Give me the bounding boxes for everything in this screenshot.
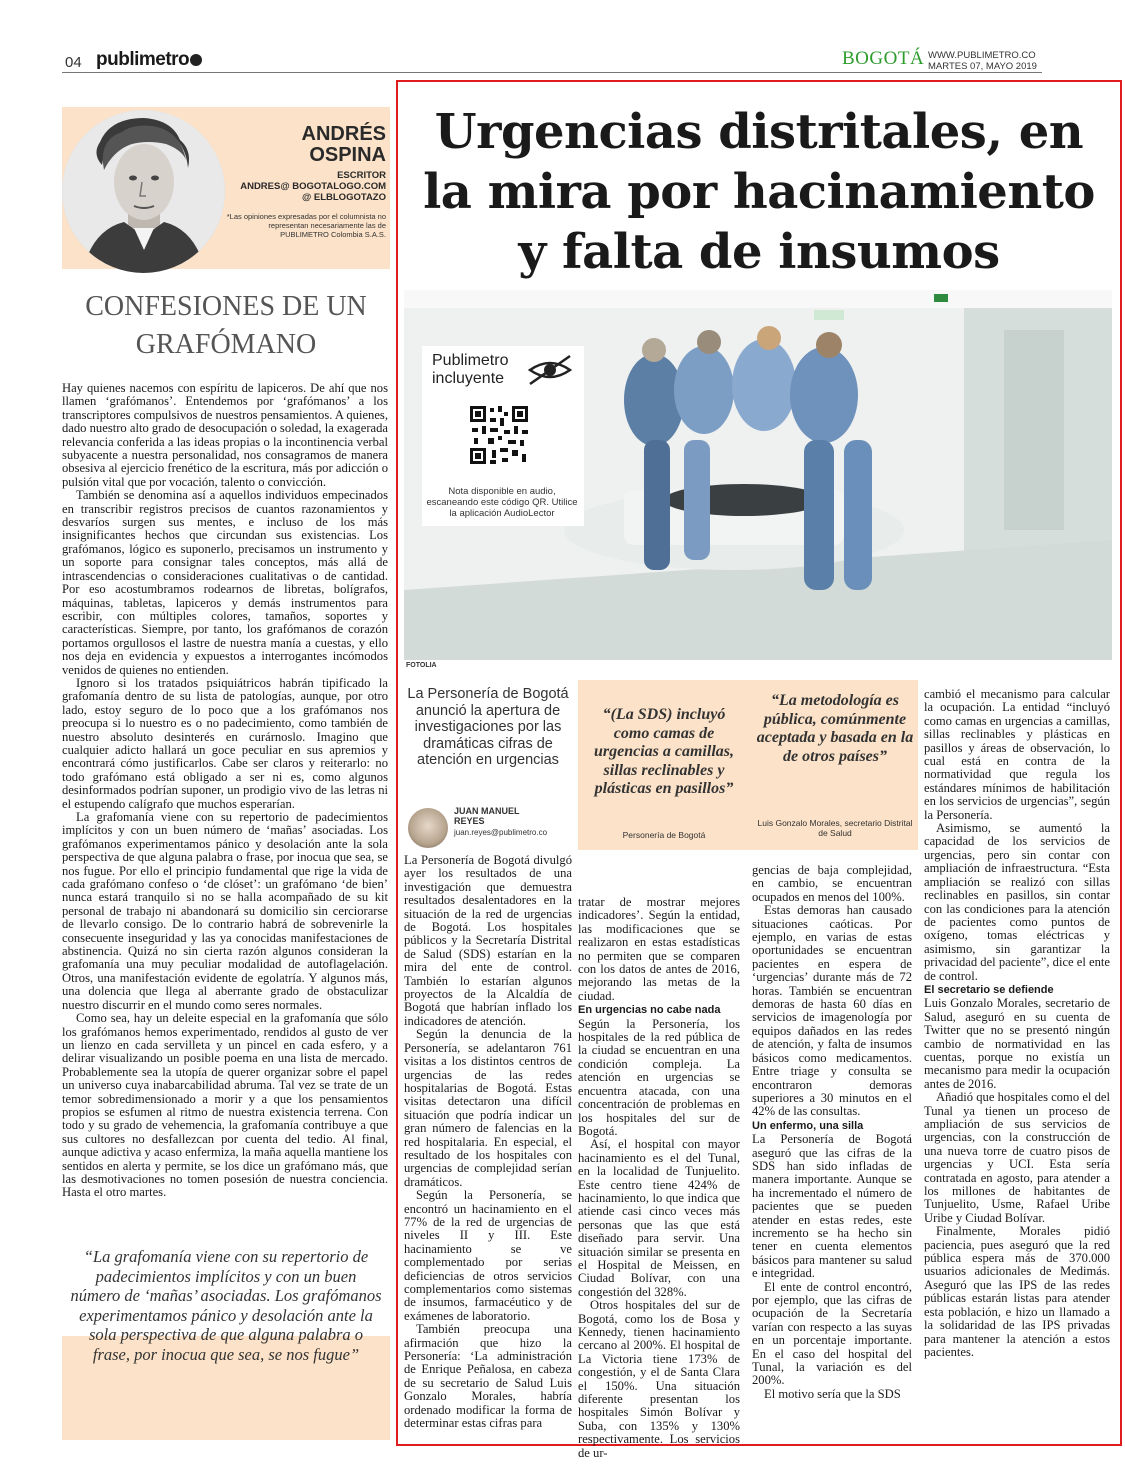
columnist-first-name: ANDRÉS (301, 123, 386, 145)
logo-text: publimetro (96, 49, 190, 70)
column-paragraph: Hay quienes nacemos con espíritu de lapiceros. De ahí que nos llamen ‘grafómanos’. Entendemos por ‘grafómanos’ a los transcriptores compulsivos de nuestros pensamientos. A quienes, dado nuestro alto grado de desocupación o soledad, la exagerada relevancia conferida a las ideas propias o la incontinencia verbal subyacente a nuestra personalidad, nos consagramos de manera obsesiva al ejercicio frenético de la escritura, más por adicción o pulsión vital que por vocación, talento o convicción. (62, 381, 388, 489)
article-paragraph: Añadió que hospitales como el del Tunal ya tienen un proceso de ampliación de sus servicios de urgencias, con la construcción de una nueva torre de cuatro pisos de urgencias y UCI. Esta sería contratada en agosto, para atender a los millones de habitantes de Tunjuelito, Usme, Rafael Uribe Uribe y Ciudad Bolívar. (924, 1090, 1110, 1225)
pull-quote-source: Personería de Bogotá (622, 830, 706, 840)
qr-code-icon[interactable] (468, 404, 530, 466)
columnist-handle[interactable]: @ ELBLOGOTAZO (301, 192, 386, 203)
masthead-rule (62, 72, 1042, 73)
article-subhead: El secretario se defiende (924, 983, 1054, 996)
audio-box-title (432, 352, 508, 388)
article-paragraph: Asimismo, se aumentó la capacidad de los servicios de urgencias, pero sin contar con ampliación de infraestructura. “Esta ampliación se realizó con sillas reclinables en pasillos, sin contar con las condiciones para la atención de pacientes como puntos de oxígeno, tomas eléctricas y asimismo, sin garantizar la privacidad del paciente”, dice el ente de control. (924, 821, 1111, 983)
pull-quote-secretario: “La metodología es pública, comúnmente aceptada y basada en la de otros países” (756, 692, 914, 765)
portrait-illustration (62, 110, 225, 273)
article-paragraph: Otros hospitales del sur de Bogotá, como los de Bosa y Kennedy, tienen hacinamiento cercano al 200%. El hospital de La Victoria tiene 173% de congestión, y el de Santa Clara el 150%. Una situación diferente presentan los hospitales Simón Bolívar y Suba, con 135% y 130% respectivamente. Los servicios de ur- (578, 1298, 740, 1460)
article-paragraph: La Personería de Bogotá aseguró que las cifras de la SDS han sido infladas de manera importante. Aunque se ha incrementado el número de pacientes que se pueden atender en estas redes, este incremento se ha hecho sin tener en cuenta elementos básicos para mantener su salud e integridad. (752, 1132, 912, 1281)
article-column-4 (924, 688, 1110, 1359)
author-name (454, 806, 520, 826)
article-paragraph: tratar de mostrar mejores indicadores’. Según la entidad, las modificaciones que se realizaron en estas estadísticas no permiten que se comparen con los datos de antes de 2016, mejorando las metas de la ciudad. (578, 895, 740, 1003)
article-paragraph: También preocupa una afirmación que hizo la Personería: ‘La administración de Enrique Peñalosa, en cabeza de su secretario de Salud Luis Gonzalo Morales, habría ordenado modificar la forma de determinar estas cifras para (404, 1322, 572, 1431)
article-paragraph: Luis Gonzalo Morales, secretario de Salud, aseguró en su cuenta de Twitter que no se presentó ningún cambio de normatividad en las cuentas, porque no existía un mecanismo para medir la ocupación antes de 2016. (924, 996, 1110, 1091)
audio-title-line: incluyente (432, 370, 505, 387)
article-subhead: Un enfermo, una silla (752, 1119, 864, 1132)
website-url: WWW.PUBLIMETRO.CO (928, 50, 1036, 61)
article-paragraph: gencias de baja complejidad, en cambio, se encuentran ocupados en menos del 100%. (752, 863, 912, 904)
article-subhead: En urgencias no cabe nada (578, 1004, 721, 1017)
eye-hand-icon (526, 354, 574, 386)
column-title: CONFESIONES DE UN GRAFÓMANO (85, 291, 367, 360)
pull-quote-source: Luis Gonzalo Morales, secretario Distrital de Salud (757, 818, 913, 838)
column-pull-quote: “La grafomanía viene con su repertorio de padecimientos implícitos y con un buen número de ‘mañas’ asociadas. Los grafómanos experimentamos pánico y desolación ante la sola perspectiva de que alguna palabra o frase, por inocua que sea, se nos fugue” (70, 1247, 382, 1364)
article-paragraph: cambió el mecanismo para calcular la ocupación. La entidad “incluyó como camas en urgencias a camillas, sillas reclinables y plásticas en pasillos y áreas de observación, lo cual está en contra de la normatividad que regula los estándares mínimos de habilitación en los servicios de urgencias”, según la Personería. (924, 687, 1110, 822)
column-paragraph: También se denomina así a aquellos individuos empecinados en transcribir registros precisos de cuantos razonamientos y desvaríos surgen sus mentes, e incluso de los más insignificantes hechos que circundan sus existencias. Los grafómanos, lógico es suponerlo, precisamos un instrumento y un soporte para consignar tales conceptos, más allá de intrascendencias o consideraciones cualitativas o de cantidad. Por eso acostumbramos rodearnos de libretas, bolígrafos, máquinas, tabletas, lapiceros y demás instrumentos para escribir, con múltiples colores, tamaños, soportes y características. Siempre, por tanto, los grafómanos de corazón portamos orgullosos el lastre de nuestra manía a cuestas, y ello nos deja en evidencia y expuestos a interrogantes incómodos venidos de quienes no entienden. (62, 488, 388, 677)
article-deck: La Personería de Bogotá anunció la apertura de investigaciones por las dramáticas cifras de atención en urgencias (407, 686, 569, 768)
article-column-2 (578, 896, 740, 1460)
article-paragraph: La Personería de Bogotá divulgó ayer los resultados de una investigación que demuestra resultados desalentadores en la situación de la red de urgencias de Bogotá. Los hospitales públicos y la Secretaría Distrital de Salud (SDS) estarían en la mira del ente de control. También lo estarían algunos proyectos de la Alcaldía de Bogotá que habrían inflado los indicadores de atención. (404, 853, 572, 1028)
column-paragraph: Ignoro si los tratados psiquiátricos habrán tipificado la grafomanía dentro de su lista de patologías, aunque, por otro lado, estoy seguro de lo poco que a los grafómanos nos preocupa si lo nuestro es o no padecimiento, como también de nuestro absoluto desinterés en curárnoslo. Imagino que cualquier adicto hallará un goce peculiar en sus apremios y encontrará cómo justificarlos. Cabe ser claros y reiterarlo: no todo grafómano está obligado a ser ni es, como algunos desinformados podrían suponer, un prodigio vivo de las letras ni el estupendo calígrafo que muchos esperarían. (62, 675, 388, 811)
columnist-last-name: OSPINA (309, 144, 386, 166)
audio-title-line: Publimetro (432, 352, 509, 369)
author-avatar (408, 808, 448, 848)
article-column-3 (752, 864, 912, 1401)
audio-note-text: Nota disponible en audio, escaneando este código QR. Utilice la aplicación AudioLector (426, 486, 578, 519)
column-paragraph: Como sea, hay un deleite especial en la grafomanía que sólo los grafómanos hemos experimentado, rendidos al gusto de ver un lienzo en cada servilleta y un pincel en cada esfero, y a delirar visualizando un posible poema en una lista de mercado. Probablemente sea la utopía de querer organizar sobre el papel un universo cuya inabarcabilidad abruma. Tal vez se trate de un temor sobredimensionado a morir y a que los pensamientos propios se esfumen al ritmo de nuestra existencia terrena. Con todo y su grado de vehemencia, la grafomanía contribuye a que sus cultores no desfallezcan por cuenta del tedio. Al final, aunque adictiva y acaso enfermiza, la maña aquella mantiene los sentidos en alerta y permite, se los dice un grafómano más, que las desmotivaciones no tomen posesión de nuestra conciencia. Hasta el otro martes. (62, 1011, 388, 1200)
masthead-info (928, 50, 1037, 72)
columnist-disclaimer: *Las opiniones expresadas por el columnista no representan necesariamente las de PUBLIMETRO Colombia S.A.S. (226, 212, 386, 239)
article-paragraph: Según la denuncia de la Personería, se adelantaron 761 visitas a los distintos centros de urgencias de las redes hospitalarias de Bogotá. Estas visitas detectaron una difícil situación que podría indicar un gran número de falencias en la red hospitalaria. En especial, el resultado de los hospitales con urgencias de complejidad serían dramáticos. (404, 1027, 572, 1189)
column-paragraph: La grafomanía viene con su repertorio de padecimientos implícitos y con un buen número de ‘mañas’ asociadas. Los grafómanos experimentamos pánico y desolación ante la sola perspectiva de que alguna palabra o frase, por inocua que sea, se nos fugue. Por ello el principio fundamental que rige la vida de cada grafómano confeso o ‘de clóset’: un grafómano ‘de bien’ nunca estará tranquilo si no se halla acompañado de su kit personal de trabajo ni abandonará su domicilio sin cerciorarse de llevarlo consigo. De lo contrario habrá de sobrevenirle la consecuente inseguridad y las ya conocidas manifestaciones de abstinencia. Quizá no sin cierta razón algunos consideran la grafomanía una muy peculiar modalidad de autoflagelación. Otros, una manifestación evidente de egolatría. Y algunos más, una dolencia que llega al aberrante grado de obstaculizar nuestro discurrir en el mundo como seres normales. (62, 810, 388, 1012)
logo-globe-icon (190, 54, 202, 66)
columnist-contact (226, 170, 386, 203)
author-name-line: JUAN MANUEL (454, 806, 520, 816)
author-name-line: REYES (454, 816, 485, 826)
article-paragraph: Así, el hospital con mayor hacinamiento es el del Tunal, en la localidad de Tunjuelito. Este centro tiene 424% de hacinamiento, lo que indica que atiende casi cinco veces más personas que las que está diseñado para servir. Una situación similar se presenta en el Hospital de Meissen, en Ciudad Bolívar, con una congestión del 328%. (578, 1137, 740, 1299)
article-paragraph: El motivo sería que la SDS (764, 1386, 901, 1401)
author-email[interactable]: juan.reyes@publimetro.co (454, 828, 548, 837)
article-headline: Urgencias distritales, en la mira por hacinamiento y falta de insumos (423, 104, 1095, 280)
publimetro-logo (96, 49, 202, 71)
article-paragraph: Finalmente, Morales pidió paciencia, pues aseguró que la red pública espera más de 370.000 usuarios adicionales de Medimás. Aseguró que las IPS de las redes públicas estarán listas para atender esta población, e hizo un llamado a la solidaridad de las IPS privadas para mantener la atención a estos pacientes. (924, 1224, 1110, 1359)
page-number: 04 (65, 54, 82, 71)
columnist-email[interactable]: ANDRES@ BOGOTALOGO.COM (240, 181, 386, 192)
article-paragraph: El ente de control encontró, por ejemplo, que las cifras de ocupación de la Secretaría varían con respecto a las suyas en un porcentaje importante. En el caso del hospital del Tunal, la variación es del 200%. (752, 1279, 912, 1388)
photo-credit: FOTOLIA (406, 662, 437, 669)
article-paragraph: Estas demoras han causado situaciones caóticas. Por ejemplo, en varias de estas oportunidades se encuentran pacientes en espera de ‘urgencias’ durante más de 72 horas. También se encuentran demoras de hasta 60 días en servicios de imagenología por equipos dañados en las redes de atención, y falta de insumos básicos como medicamentos. Entre triage y consulta se encontraron demoras superiores a 30 minutos en el 42% de las consultas. (752, 903, 912, 1119)
columnist-role: ESCRITOR (337, 170, 386, 181)
article-column-1 (404, 854, 572, 1430)
section-label: BOGOTÁ (842, 48, 925, 69)
columnist-portrait (62, 110, 225, 273)
pull-quote-personeria: “(La SDS) incluyó como camas de urgencias a camillas, sillas reclinables y plásticas en pasillos” (593, 706, 734, 797)
issue-date: MARTES 07, MAYO 2019 (928, 61, 1037, 72)
column-body (62, 382, 388, 1200)
article-paragraph: Según la Personería, los hospitales de la red pública de la ciudad se encuentran en una condición compleja. La atención en urgencias se encuentra atacada, con una concentración de problemas en los hospitales del sur de Bogotá. (578, 1016, 740, 1138)
columnist-name (226, 124, 386, 166)
article-paragraph: Según la Personería, se encontró un hacinamiento en el 77% de la red de urgencias de niveles II y III. Este hacinamiento se ve complementado por serias deficiencias de otros servicios complementarios como sistemas de insumos, farmacéutico y de exámenes de laboratorio. (404, 1188, 572, 1323)
